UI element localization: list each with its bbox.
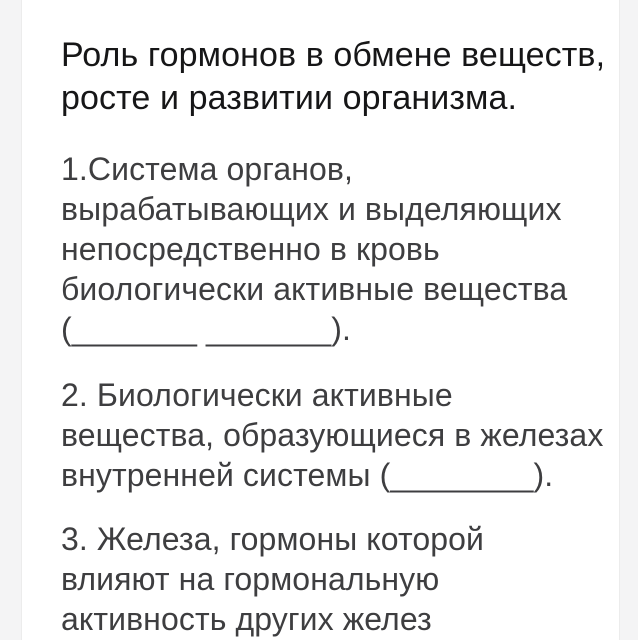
text-line: 1.Система органов, bbox=[61, 151, 353, 187]
fill-in-blank-line: (_______ _______). bbox=[61, 311, 352, 347]
text-line: 2. Биологически активные bbox=[61, 377, 453, 413]
fill-in-blank-line: внутренней системы (________). bbox=[61, 457, 554, 493]
text-line: 3. Железа, гормоны которой bbox=[61, 521, 485, 557]
question-3 bbox=[61, 519, 609, 639]
title-line-2: росте и развитии организма. bbox=[61, 79, 518, 117]
text-line: биологически активные вещества bbox=[61, 271, 568, 307]
document-card bbox=[21, 0, 620, 640]
text-line: непосредственно в кровь bbox=[61, 231, 440, 267]
question-2 bbox=[61, 375, 609, 495]
left-gutter bbox=[0, 0, 21, 640]
text-line: влияют на гормональную bbox=[61, 561, 440, 597]
text-line: вырабатывающих и выделяющих bbox=[61, 191, 562, 227]
right-gutter bbox=[620, 0, 638, 640]
page-title bbox=[61, 34, 609, 120]
question-1 bbox=[61, 149, 609, 349]
text-line: активность других желез bbox=[61, 601, 432, 637]
text-line: вещества, образующиеся в железах bbox=[61, 417, 604, 453]
title-line-1: Роль гормонов в обмене веществ, bbox=[61, 36, 606, 74]
